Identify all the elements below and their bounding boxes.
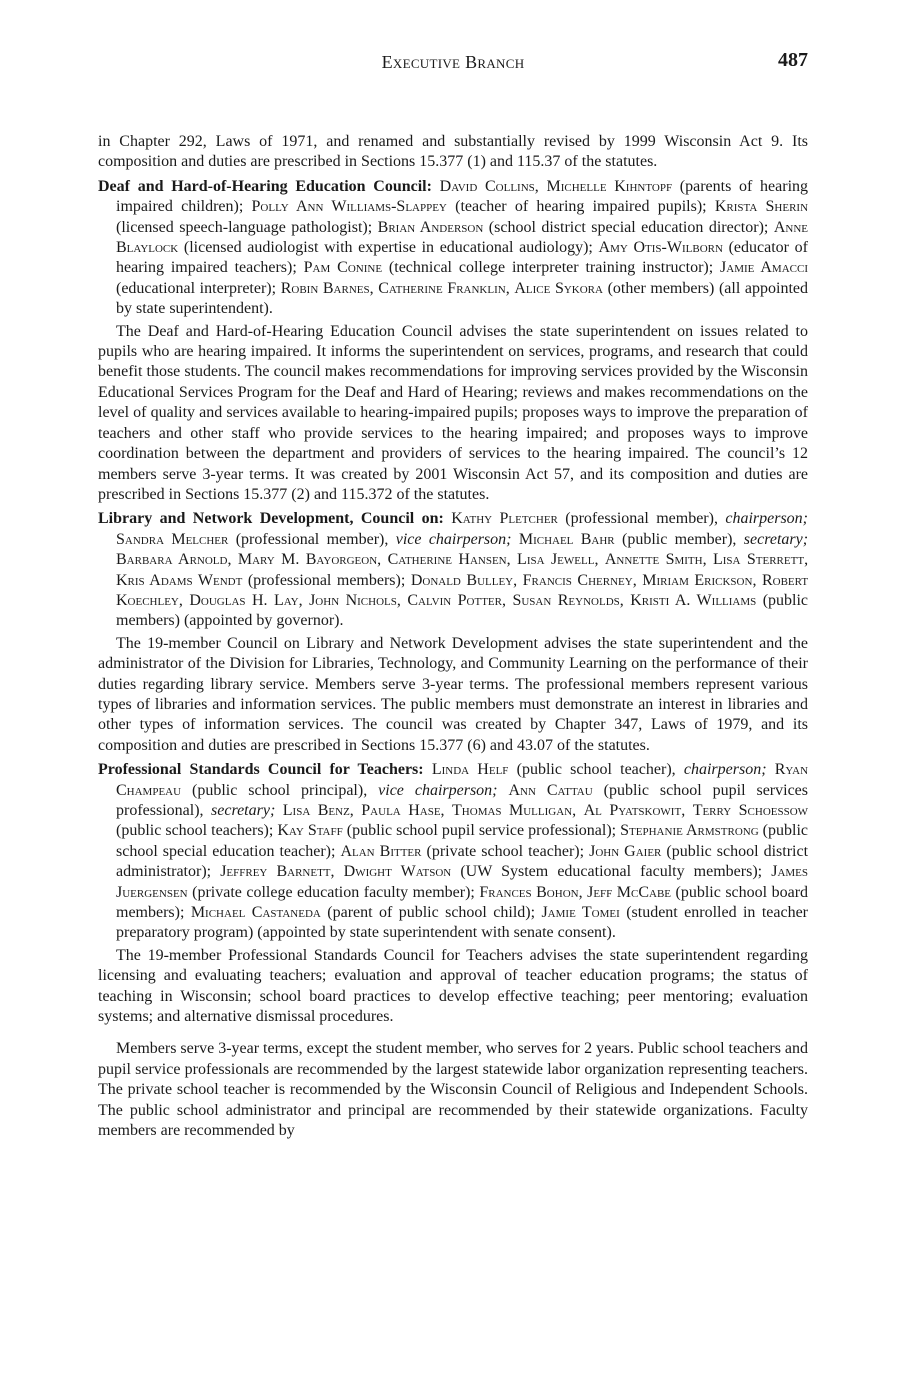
member-name: Frances Bohon (479, 883, 579, 901)
member-name: John Nichols (309, 591, 397, 609)
teacher-council-entry: Professional Standards Council for Teachers: Linda Helf (public school teacher), chairperson; Ryan Champeau (public school principal), vice chairperson; Ann Cattau (public school pupil services professional), secretary; Lisa Benz, Paula Hase, Thomas Mulligan, Al Pyatskowit, Terry Schoessow (public school teachers); Kay Staff (public school pupil service professional); Stephanie Armstrong (public school special education teacher); Alan Bitter (private school teacher); John Gaier (public school district administrator); Jeffrey Barnett, Dwight Watson (UW System educational faculty members); James Juergensen (private college education faculty member); Frances Bohon, Jeff McCabe (public school board members); Michael Castaneda (parent of public school child); Jamie Tomei (student enrolled in teacher preparatory program) (appointed by state superintendent with senate consent). (98, 761, 809, 942)
member-name: Kathy Pletcher (451, 510, 558, 528)
entry-heading: Professional Standards Council for Teachers: (98, 761, 424, 779)
member-name: Michael Castaneda (190, 904, 321, 922)
member-name: Douglas H. Lay (189, 591, 299, 609)
member-name: Lisa Sterrett (712, 551, 805, 569)
member-name: Thomas Mulligan (452, 802, 573, 819)
member-name: Alan Bitter (340, 842, 422, 860)
member-name: Jamie Tomei (541, 904, 620, 922)
member-name: Alice Sykora (514, 279, 603, 297)
member-name: Krista Sherin (714, 198, 809, 216)
member-name: Dwight Watson (343, 863, 452, 881)
member-name: Robert Koechley (116, 571, 809, 609)
member-name: Polly Ann Williams-Slappey (251, 198, 447, 216)
library-council-description: The 19-member Council on Library and Network Development advises the state superintendent and the administrator of the Division for Libraries, Technology, and Community Learning on the performance of their duties regarding library service. Members serve 3-year terms. The professional members represent various types of libraries and information services. The public members must demonstrate an interest in libraries and other types of information services. The council was created by Chapter 347, Laws of 1979, and its composition and duties are prescribed in Sections 15.377 (6) and 43.07 of the statutes. (98, 634, 808, 754)
member-name: Catherine Franklin (378, 279, 506, 297)
member-name: Barbara Arnold (116, 551, 228, 569)
member-name: Susan Reynolds (512, 591, 620, 609)
library-council-entry: Library and Network Development, Council on: Kathy Pletcher (professional member), chairperson; Sandra Melcher (professional member), vice chairperson; Michael Bahr (public member), secretary; Barbara Arnold, Mary M. Bayorgeon, Catherine Hansen, Lisa Jewell, Annette Smith, Lisa Sterrett, Kris Adams Wendt (professional members); Donald Bulley, Francis Cherney, Miriam Erickson, Robert Koechley, Douglas H. Lay, John Nichols, Calvin Potter, Susan Reynolds, Kristi A. Williams (public members) (appointed by governor). (98, 510, 809, 630)
member-name: Kristi A. Williams (630, 591, 757, 609)
member-name: Sandra Melcher (116, 530, 229, 548)
member-name: Lisa Jewell (517, 551, 595, 569)
member-name: David Collins (439, 177, 535, 195)
member-name: Paula Hase (361, 802, 441, 819)
entry-heading: Library and Network Development, Council on: (98, 510, 444, 528)
member-name: Anne Blaylock (116, 218, 808, 257)
member-name: Donald Bulley (410, 571, 514, 589)
member-name: Kay Staff (277, 822, 343, 840)
role-label: chairperson; (683, 761, 767, 779)
member-name: Stephanie Armstrong (620, 822, 759, 840)
member-name: Terry Schoessow (692, 802, 809, 819)
member-name: Michelle Kihntopf (546, 177, 673, 195)
role-label: vice chairperson; (395, 530, 512, 548)
member-name: Francis Cherney (522, 571, 633, 589)
continuation-paragraph: in Chapter 292, Laws of 1971, and renamed and substantially revised by 1999 Wisconsin Act 9. Its composition and duties are prescribed in Sections 15.377 (1) and 115.37 of the statutes. (98, 133, 808, 171)
running-head (98, 49, 808, 78)
member-name: Pam Conine (303, 259, 383, 277)
member-name: Amy Otis-Wilborn (598, 239, 723, 257)
deaf-council-description: The Deaf and Hard-of-Hearing Education Council advises the state superintendent on issues related to pupils who are hearing impaired. It informs the superintendent on services, programs, and research that could benefit those students. The council makes recommendations for improving services provided by the Wisconsin Educational Services Program for the Deaf and Hard of Hearing; reviews and makes recommendations on the level of quality and services available to hearing-impaired pupils; proposes ways to improve the preparation of teachers and other staff who provide services to the hearing impaired; and proposes ways to improve coordination between the department and providers of services to the hearing impaired. The council’s 12 members serve 3-year terms. It was created by 2001 Wisconsin Act 57, and its composition and duties are prescribed in Sections 15.377 (2) and 115.372 of the statutes. (98, 322, 808, 503)
member-name: Lisa Benz (282, 802, 350, 819)
member-name: Michael Bahr (518, 530, 615, 548)
role-label: secretary; (743, 530, 809, 548)
deaf-council-entry: Deaf and Hard-of-Hearing Education Council: David Collins, Michelle Kihntopf (parents of hearing impaired children); Polly Ann Williams-Slappey (teacher of hearing impaired pupils); Krista Sherin (licensed speech-language pathologist); Brian Anderson (school district special education director); Anne Blaylock (licensed audiologist with expertise in educational audiology); Amy Otis-Wilborn (educator of hearing impaired teachers); Pam Conine (technical college interpreter training instructor); Jamie Amacci (educational interpreter); Robin Barnes, Catherine Franklin, Alice Sykora (other members) (all appointed by state superintendent). (98, 177, 809, 318)
running-head-title: Executive Branch (381, 52, 525, 72)
member-name: Catherine Hansen (387, 551, 507, 569)
member-name: John Gaier (589, 842, 662, 860)
member-name: Miriam Erickson (642, 571, 753, 589)
member-name: Jamie Amacci (720, 259, 808, 277)
member-name: Ryan Champeau (116, 761, 809, 799)
member-name: Linda Helf (431, 761, 509, 779)
role-label: vice chairperson; (378, 781, 498, 799)
member-name: Kris Adams Wendt (116, 571, 243, 589)
member-name: Annette Smith (604, 551, 703, 569)
member-name: Jeffrey Barnett (220, 863, 331, 881)
entry-heading: Deaf and Hard-of-Hearing Education Council: (98, 177, 432, 195)
member-name: Calvin Potter (407, 591, 502, 609)
member-name: Ann Cattau (508, 781, 593, 799)
member-name: Jeff McCabe (587, 883, 672, 901)
member-name: Al Pyatskowit (583, 802, 682, 819)
member-name: Mary M. Bayorgeon (237, 551, 378, 569)
member-name: Robin Barnes (280, 279, 370, 297)
member-name: James Juergensen (116, 863, 809, 901)
role-label: chairperson; (725, 510, 808, 528)
member-name: Brian Anderson (377, 218, 484, 236)
teacher-council-terms: Members serve 3-year terms, except the student member, who serves for 2 years. Public school teachers and pupil service professionals are recommended by the largest statewide labor organization representing teachers. The private school teacher is recommended by the Wisconsin Council of Religious and Independent Schools. The public school administrator and principal are recommended by their statewide organizations. Faculty members are recommended by (98, 1040, 809, 1140)
page-number: 487 (778, 49, 808, 71)
document-page (98, 49, 809, 1142)
teacher-council-description: The 19-member Professional Standards Council for Teachers advises the state superintendent regarding licensing and evaluating teachers; evaluation and approval of teacher education programs; the status of teaching in Wisconsin; school board practices to develop effective teaching; peer mentoring; evaluation systems; and alternative dismissal procedures. (98, 946, 808, 1026)
role-label: secretary; (211, 802, 276, 819)
